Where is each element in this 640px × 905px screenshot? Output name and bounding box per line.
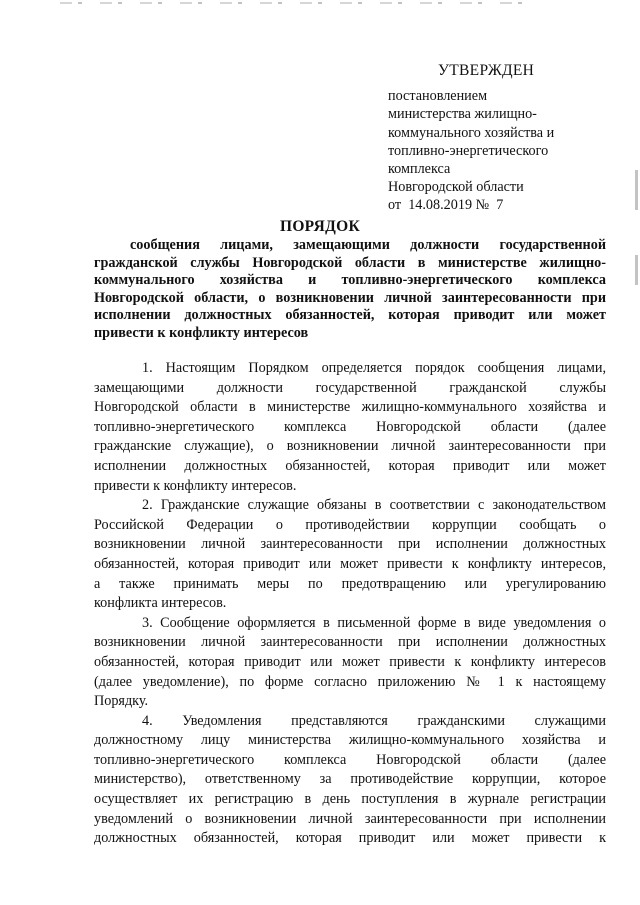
paragraph-line: Новгородской области в министерстве жилищно-коммунального хозяйства и (94, 399, 606, 416)
paragraph-line: конфликта интересов. (94, 595, 227, 612)
scan-artifact-edge (635, 170, 638, 210)
paragraph-1 (94, 359, 606, 496)
paragraph-line: привести к конфликту интересов. (94, 477, 297, 494)
scan-artifact-top (60, 2, 530, 4)
document-body (94, 359, 606, 849)
approval-line: министерства жилищно- (388, 106, 537, 123)
paragraph-line: министерство), ответственному за противодействие коррупции, которое (94, 771, 606, 788)
subtitle-line: исполнении должностных обязанностей, которая приводит или может (94, 307, 606, 324)
paragraph-line: гражданские служащие), о возникновении личной заинтересованности при (94, 438, 606, 455)
document-title: ПОРЯДОК (279, 218, 361, 235)
paragraph-line: 1. Настоящим Порядком определяется порядок сообщения лицами, (142, 360, 606, 376)
paragraph-line: исполнении должностных обязанностей, которая приводит или может (94, 457, 606, 474)
approval-title: УТВЕРЖДЕН (438, 62, 535, 79)
scan-artifact-edge (635, 255, 638, 285)
paragraph-line: осуществляет их регистрацию в день поступления в журнале регистрации (94, 791, 606, 808)
approval-date-number: от 14.08.2019 № 7 (388, 197, 504, 214)
paragraph-line: обязанностей, которая приводит или может привести к конфликту интересов (94, 653, 606, 670)
paragraph-line: уведомлений о возникновении личной заинтересованности при исполнении (94, 810, 606, 827)
subtitle-line: коммунального хозяйства и топливно-энергетического комплекса (94, 272, 606, 289)
paragraph-line: а также принимать меры по предотвращению или урегулированию (94, 575, 606, 592)
approval-block (388, 62, 618, 215)
paragraph-2 (94, 496, 606, 614)
document-subtitle (94, 237, 606, 343)
paragraph-line: должностному лицу министерства жилищно-коммунального хозяйства и (94, 732, 606, 749)
paragraph-line: 4. Уведомления представляются гражданскими служащими (142, 712, 606, 729)
paragraph-line: (далее уведомление), по форме согласно приложению № 1 к настоящему (94, 673, 606, 690)
paragraph-line: возникновении личной заинтересованности при исполнении должностных (94, 634, 606, 651)
subtitle-line: гражданской службы Новгородской области в министерстве жилищно- (94, 254, 606, 271)
paragraph-4 (94, 712, 606, 849)
paragraph-line: Порядку. (94, 693, 149, 710)
subtitle-line: сообщения лицами, замещающими должности государственной (130, 237, 606, 253)
paragraph-line: Российской Федерации о противодействии коррупции сообщать о (94, 516, 606, 533)
paragraph-line: 3. Сообщение оформляется в письменной форме в виде уведомления о (142, 614, 606, 631)
approval-line: комплекса (388, 161, 451, 178)
paragraph-line: возникновении личной заинтересованности при исполнении должностных (94, 536, 606, 553)
paragraph-line: должностных обязанностей, которая приводит или может привести к (94, 830, 606, 847)
paragraph-line: обязанностей, которая приводит или может привести к конфликту интересов, (94, 555, 606, 572)
paragraph-line: замещающими должности государственной гражданской службы (94, 379, 606, 396)
paragraph-line: 2. Гражданские служащие обязаны в соответствии с законодательством (142, 497, 606, 514)
paragraph-line: топливно-энергетического комплекса Новгородской области (далее (94, 751, 606, 768)
approval-line: топливно-энергетического (388, 142, 549, 159)
approval-line: постановлением (388, 88, 488, 105)
subtitle-line: привести к конфликту интересов (94, 324, 309, 341)
paragraph-line: топливно-энергетического комплекса Новгородской области (далее (94, 418, 606, 435)
paragraph-3 (94, 614, 606, 712)
subtitle-line: Новгородской области, о возникновении личной заинтересованности при (94, 289, 606, 306)
approval-line: Новгородской области (388, 179, 524, 196)
approval-line: коммунального хозяйства и (388, 124, 555, 141)
